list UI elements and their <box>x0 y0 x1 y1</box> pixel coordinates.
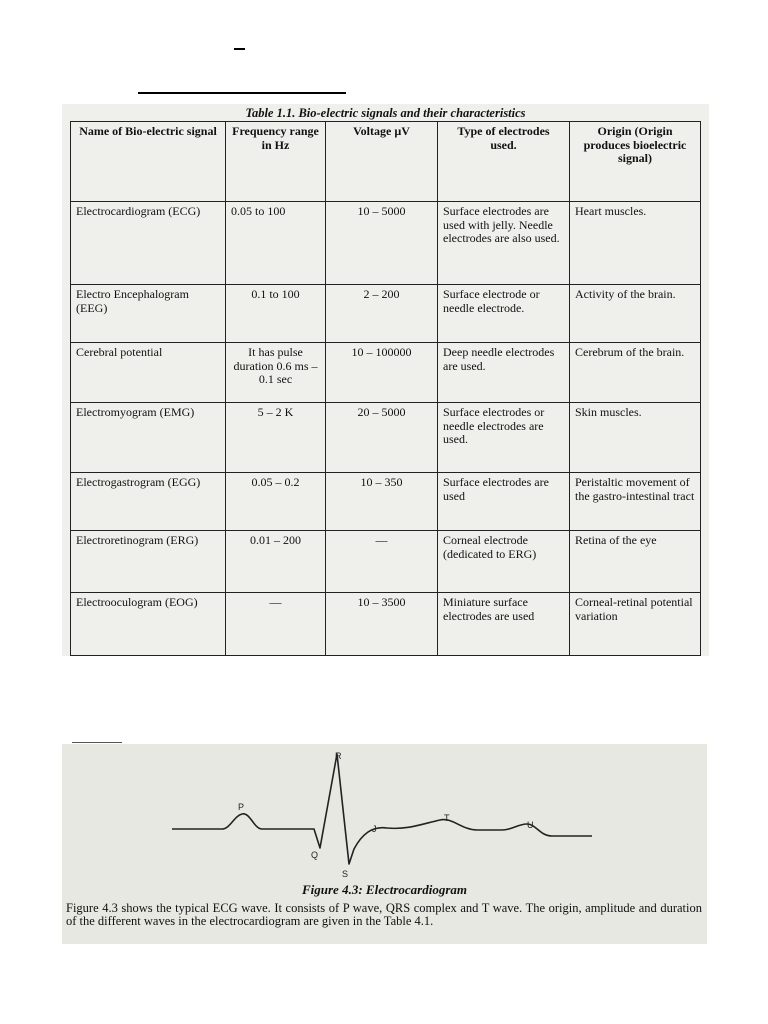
cell-origin: Retina of the eye <box>570 531 701 593</box>
table-row <box>71 593 701 656</box>
cell-electrode-type: Surface electrodes are used <box>438 473 570 531</box>
cell-electrode-type: Surface electrodes are used with jelly. Needle electrodes are also used. <box>438 202 570 285</box>
cell-origin: Activity of the brain. <box>570 285 701 343</box>
wave-label-j: J <box>372 824 377 834</box>
cell-electrode-type: Surface electrodes or needle electrodes are used. <box>438 403 570 473</box>
figure-top-rule <box>72 742 122 743</box>
wave-label-u: U <box>527 820 534 830</box>
cell-signal-name: Cerebral potential <box>71 343 226 403</box>
table-row <box>71 285 701 343</box>
ecg-figure-scan <box>62 744 707 944</box>
header-frequency: Frequency range in Hz <box>226 122 326 202</box>
cell-electrode-type: Miniature surface electrodes are used <box>438 593 570 656</box>
cell-voltage: — <box>326 531 438 593</box>
cell-voltage: 10 – 5000 <box>326 202 438 285</box>
figure-caption: Figure 4.3: Electrocardiogram <box>301 882 468 897</box>
cell-frequency: 0.05 – 0.2 <box>226 473 326 531</box>
wave-label-s: S <box>342 869 349 879</box>
heading-dash <box>234 48 245 50</box>
cell-voltage: 10 – 350 <box>326 473 438 531</box>
cell-signal-name: Electrogastrogram (EGG) <box>71 473 226 531</box>
cell-signal-name: Electromyogram (EMG) <box>71 403 226 473</box>
cell-origin: Heart muscles. <box>570 202 701 285</box>
cell-frequency: 0.01 – 200 <box>226 531 326 593</box>
header-origin: Origin (Origin produces bioelectric signal) <box>570 122 701 202</box>
cell-origin: Cerebrum of the brain. <box>570 343 701 403</box>
wave-label-q: Q <box>311 850 319 860</box>
cell-voltage: 2 – 200 <box>326 285 438 343</box>
header-signal-name: Name of Bio-electric signal <box>71 122 226 202</box>
cell-frequency: — <box>226 593 326 656</box>
table-row <box>71 473 701 531</box>
table-header-row <box>71 122 701 202</box>
cell-electrode-type: Corneal electrode (dedicated to ERG) <box>438 531 570 593</box>
ecg-trace <box>172 754 592 864</box>
table-row <box>71 202 701 285</box>
cell-voltage: 10 – 100000 <box>326 343 438 403</box>
heading-underline <box>138 92 346 94</box>
cell-voltage: 10 – 3500 <box>326 593 438 656</box>
wave-label-r: R <box>335 751 342 761</box>
figure-description: Figure 4.3 shows the typical ECG wave. It consists of P wave, QRS complex and T wave. The origin, amplitude and duration of the different waves in the electrocardiogram are given in the Table 4.1. <box>66 901 702 928</box>
cell-frequency: 0.1 to 100 <box>226 285 326 343</box>
cell-frequency: 0.05 to 100 <box>226 202 326 285</box>
header-voltage: Voltage µV <box>326 122 438 202</box>
header-electrode-type: Type of electrodes used. <box>438 122 570 202</box>
cell-signal-name: Electro Encephalogram (EEG) <box>71 285 226 343</box>
cell-origin: Skin muscles. <box>570 403 701 473</box>
cell-signal-name: Electroretinogram (ERG) <box>71 531 226 593</box>
cell-voltage: 20 – 5000 <box>326 403 438 473</box>
cell-signal-name: Electrocardiogram (ECG) <box>71 202 226 285</box>
cell-signal-name: Electrooculogram (EOG) <box>71 593 226 656</box>
wave-label-p: P <box>238 802 245 812</box>
cell-frequency: It has pulse duration 0.6 ms – 0.1 sec <box>226 343 326 403</box>
wave-label-t: T <box>444 813 450 823</box>
cell-origin: Corneal-retinal potential variation <box>570 593 701 656</box>
table-row <box>71 403 701 473</box>
cell-origin: Peristaltic movement of the gastro-intestinal tract <box>570 473 701 531</box>
ecg-waveform-figure <box>62 744 707 884</box>
cell-electrode-type: Surface electrode or needle electrode. <box>438 285 570 343</box>
cell-electrode-type: Deep needle electrodes are used. <box>438 343 570 403</box>
table-row <box>71 531 701 593</box>
table-title: Table 1.1. Bio-electric signals and their characteristics <box>245 106 526 120</box>
bioelectric-signals-table <box>70 121 701 656</box>
cell-frequency: 5 – 2 K <box>226 403 326 473</box>
table-row <box>71 343 701 403</box>
bioelectric-table-scan <box>62 104 709 656</box>
